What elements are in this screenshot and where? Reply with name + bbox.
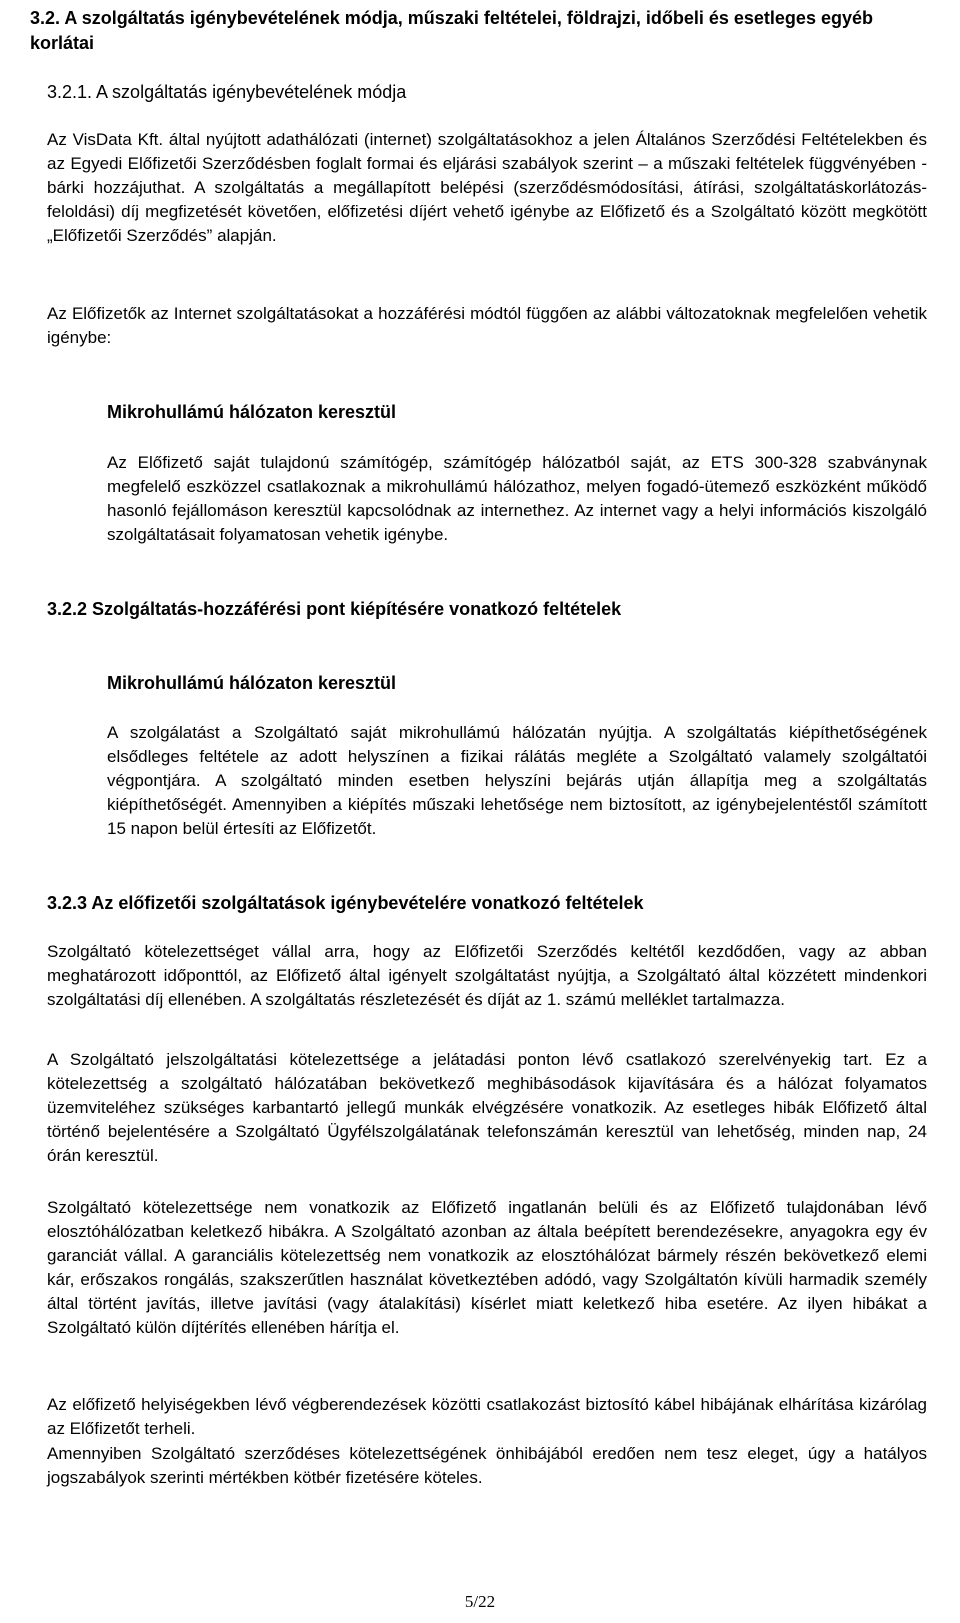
section3-paragraph-2: A Szolgáltató jelszolgáltatási kötelezettsége a jelátadási ponton lévő csatlakozó szerelvényekig tart. Ez a kötelezettség a szolgáltató hálózatában bekövetkező meghibásodások kijavítására és a hálózat folyamatos üzemviteléhez szükséges karbantartó jellegű munkák elvégzésére vonatkozik. Az esetleges hibák Előfizető által történő bejelentésére a Szolgáltató Ügyfélszolgálatának telefonszámán keresztül van lehetőség, minden nap, 24 órán keresztül. [47,1050,927,1165]
section1-title: Mikrohullámú hálózaton keresztül [107,402,397,422]
main-heading: 3.2. A szolgáltatás igénybevételének módja, műszaki feltételei, földrajzi, időbeli és esetleges egyéb korlátai [30,8,873,53]
section3-paragraph-1: Szolgáltató kötelezettséget vállal arra, hogy az Előfizetői Szerződés keltétől kezdődően, vagy az abban meghatározott időponttól, az Előfizető által igényelt szolgáltatást nyújtja, a Szolgáltató által közzétett mindenkori szolgáltatási díj ellenében. A szolgáltatás részletezését és díját az 1. számú melléklet tartalmazza. [47,942,927,1009]
section2-subtitle: Mikrohullámú hálózaton keresztül [107,673,397,693]
section2-heading [47,597,621,621]
page-number: 5/22 [464,1592,496,1611]
section3-heading [47,891,644,915]
section2-text: A szolgálatást a Szolgáltató saját mikrohullámú hálózatán nyújtja. A szolgáltatás kiépíthetőségének elsődleges feltétele az adott helyszínen a fizikai rálátás megléte a Szolgáltató valamely szolgáltatói végpontjára. A szolgáltató minden esetben helyszíni bejárás utján állapítja meg a szolgáltatás kiépíthetőségét. Amennyiben a kiépítés műszaki lehetősége nem biztosított, az igénybejelentéstől számított 15 napon belül értesíti az Előfizetőt. [107,723,927,838]
section1-text: Az Előfizető saját tulajdonú számítógép, számítógép hálózatból saját, az ETS 300-328 szabványnak megfelelő eszközzel csatlakoznak a mikrohullámú hálózathoz, melyen fogadó-ütemező eszközként működő hasonló fejállomáson keresztül kapcsolódnak az internethez. Az internet vagy a helyi információs kiszolgáló szolgáltatásait folyamatosan vehetik igénybe. [107,453,927,544]
section2-title: Szolgáltatás-hozzáférési pont kiépítésére vonatkozó feltételek [87,599,622,619]
section3-number: 3.2.3 [47,893,88,913]
subheading: 3.2.1. A szolgáltatás igénybevételének módja [47,82,407,102]
section3-paragraph-4: Az előfizető helyiségekben lévő végberendezések közötti csatlakozást biztosító kábel hibájának elhárítása kizárólag az Előfizetőt terheli. [47,1395,927,1438]
section3-title: Az előfizetői szolgáltatások igénybevételére vonatkozó feltételek [87,893,644,913]
intro-paragraph: Az VisData Kft. által nyújtott adathálózati (internet) szolgáltatásokhoz a jelen Általános Szerződési Feltételekben és az Egyedi Előfizetői Szerződésben foglalt formai és eljárási szabályok szerint – a műszaki feltételek függvényében - bárki hozzájuthat. A szolgáltatás a megállapított belépési (szerződésmódosítási, átírási, szolgáltatáskorlátozás-feloldási) díj megfizetését követően, előfizetési díjért vehető igénybe az Előfizető és a Szolgáltató között megkötött „Előfizetői Szerződés” alapján. [47,130,927,245]
section2-number: 3.2.2 [47,599,88,619]
section3-paragraph-5: Amennyiben Szolgáltató szerződéses kötelezettségének önhibájából eredően nem tesz eleget, úgy a hatályos jogszabályok szerinti mértékben kötbér fizetésére köteles. [47,1444,927,1487]
section3-paragraph-3: Szolgáltató kötelezettsége nem vonatkozik az Előfizető ingatlanán belüli és az Előfizető tulajdonában lévő elosztóhálózatban keletkező hibákra. A Szolgáltató azonban az általa beépített berendezésekre, anyagokra egy év garanciát vállal. A garanciális kötelezettség nem vonatkozik az elosztóhálózat bármely részén bekövetkező elemi kár, erőszakos rongálás, szakszerűtlen használat következtében adódó, vagy Szolgáltatón kívüli harmadik személy által történt javítás, illetve javítási (vagy átalakítási) kísérlet miatt keletkező hiba esetére. Az ilyen hibákat a Szolgáltató külön díjtérítés ellenében hárítja el. [47,1198,927,1337]
access-modes-paragraph: Az Előfizetők az Internet szolgáltatásokat a hozzáférési módtól függően az alábbi változatoknak megfelelően vehetik igénybe: [47,304,927,347]
